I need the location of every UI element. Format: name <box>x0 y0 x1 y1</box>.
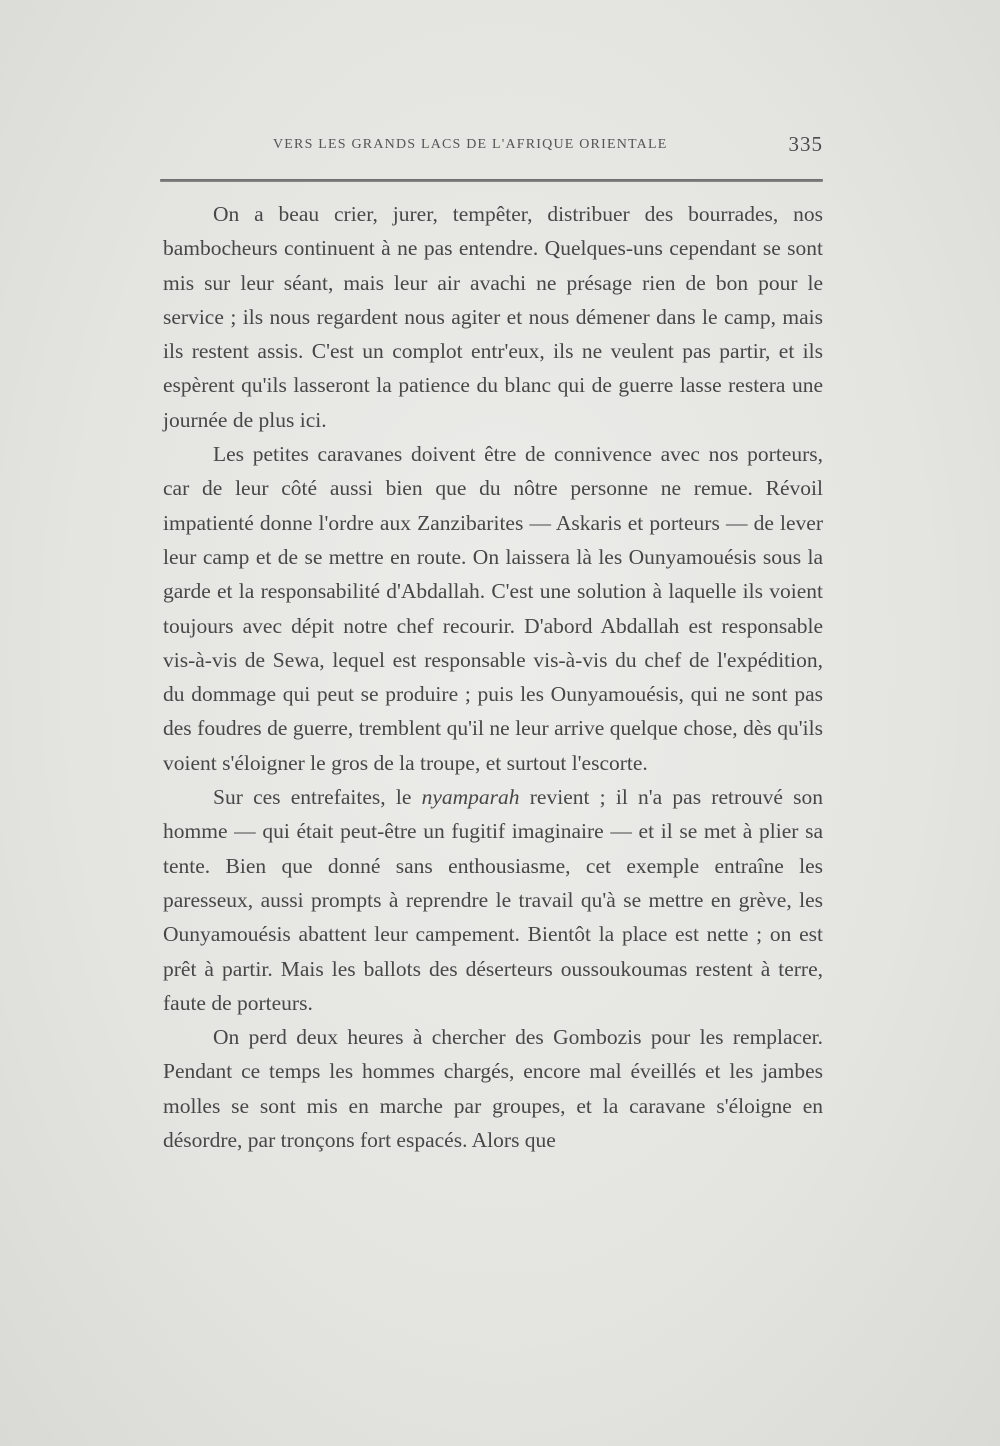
running-title: VERS LES GRANDS LACS DE L'AFRIQUE ORIENTALE <box>273 137 668 152</box>
paragraph: Les petites caravanes doivent être de connivence avec nos porteurs, car de leur côté aussi bien que du nôtre personne ne remue. Révoil impatienté donne l'ordre aux Zanzibarites — Askaris et porteurs — de lever leur camp et de se mettre en route. On laissera là les Ounyamouésis sous la garde et la responsabilité d'Abdallah. C'est une solution à laquelle ils voient toujours avec dépit notre chef recourir. D'abord Abdallah est responsable vis-à-vis de Sewa, lequel est responsable vis-à-vis du chef de l'expédition, du dommage qui peut se produire ; puis les Ounyamouésis, qui ne sont pas des foudres de guerre, tremblent qu'il ne leur arrive quelque chose, dès qu'ils voient s'éloigner le gros de la troupe, et surtout l'escorte. <box>163 442 823 775</box>
italic-term: nyamparah <box>421 785 520 810</box>
paragraph <box>163 780 823 1020</box>
running-head <box>163 132 823 162</box>
header-rule <box>160 179 823 182</box>
page-number: 335 <box>788 132 823 156</box>
paragraph-text: Sur ces entrefaites, le <box>213 785 422 810</box>
body-text <box>163 197 823 1157</box>
paragraph-text: revient ; il n'a pas retrouvé son homme — qui était peut-être un fugitif imaginaire — et il se met à plier sa tente. Bien que donné sans enthousiasme, cet exemple entraîne les paresseux, aussi prompts à reprendre le travail qu'à se mettre en grève, les Ounyamouésis abattent leur campement. Bientôt la place est nette ; on est prêt à partir. Mais les ballots des déserteurs oussoukoumas restent à terre, faute de porteurs. <box>163 785 823 1015</box>
paragraph: On a beau crier, jurer, tempêter, distribuer des bourrades, nos bambocheurs continuent à ne pas entendre. Quelques-uns cependant se sont mis sur leur séant, mais leur air avachi ne présage rien de bon pour le service ; ils nous regardent nous agiter et nous démener dans le camp, mais ils restent assis. C'est un complot entr'eux, ils ne veulent pas partir, et ils espèrent qu'ils lasseront la patience du blanc qui de guerre lasse restera une journée de plus ici. <box>163 202 823 432</box>
paragraph: On perd deux heures à chercher des Gombozis pour les remplacer. Pendant ce temps les hommes chargés, encore mal éveillés et les jambes molles se sont mis en marche par groupes, et la caravane s'éloigne en désordre, par tronçons fort espacés. Alors que <box>163 1025 823 1153</box>
